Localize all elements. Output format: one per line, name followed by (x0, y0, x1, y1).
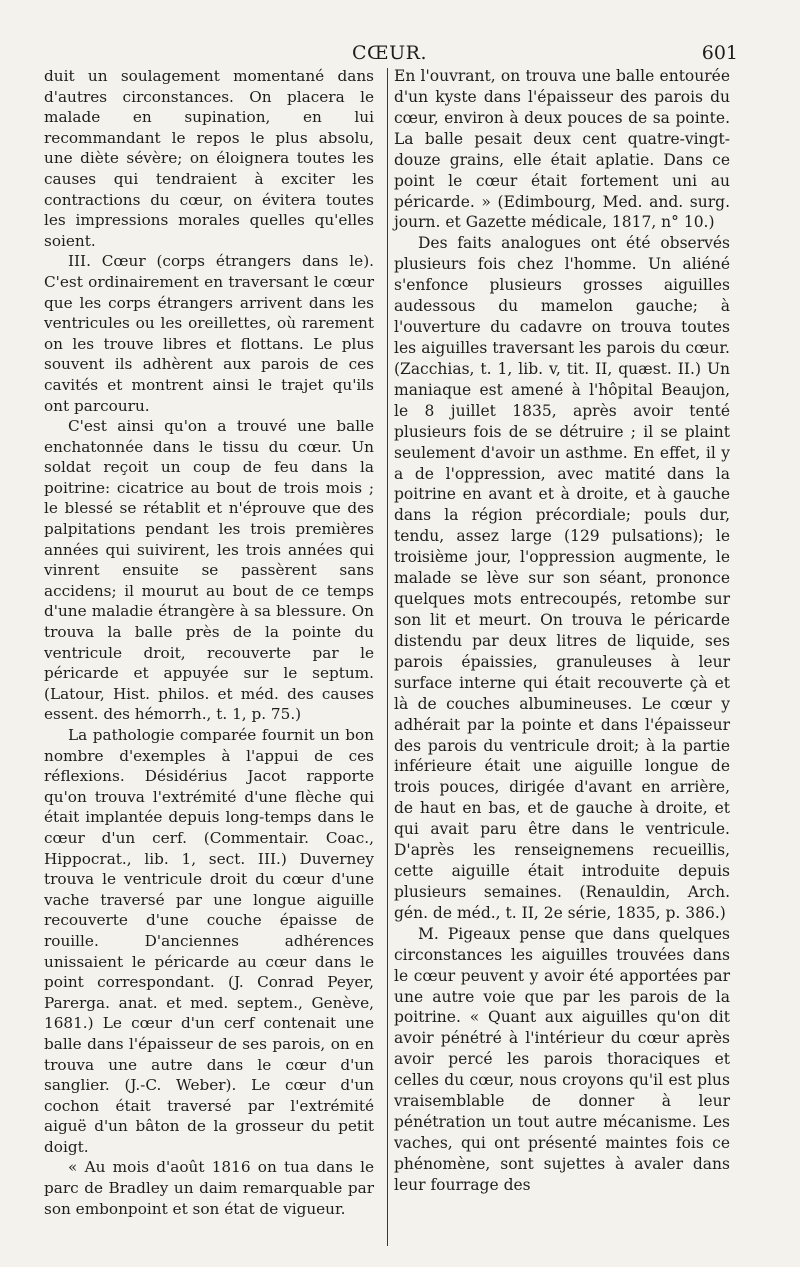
paragraph: M. Pigeaux pense que dans quelques circonstances les aiguilles trouvées dans le cœur peuvent y avoir été apportées par une autre voie que par les parois de la poitrine. « Quant aux aiguilles qu'on dit avoir pénétré à l'intérieur du cœur après avoir percé les parois thoraciques et celles du cœur, nous croyons qu'il est plus vraisemblable de donner à leur pénétration un tout autre mécanisme. Les vaches, qui ont présenté maintes fois ce phénomène, sont sujettes à avaler dans leur fourrage des (394, 924, 730, 1194)
running-title: CŒUR. (352, 42, 428, 64)
paragraph: « Au mois d'août 1816 on tua dans le parc de Bradley un daim remarquable par son embonpoint et son état de vigueur. (44, 1158, 374, 1218)
left-column (44, 66, 374, 1219)
paragraph: III. Cœur (corps étrangers dans le). C'est ordinairement en traversant le cœur que les corps étrangers arrivent dans les ventricules ou les oreillettes, où rarement on les trouve libres et flottans. Le plus souvent ils adhèrent aux parois de ces cavités et montrent ainsi le trajet qu'ils ont parcouru. (44, 252, 374, 415)
right-column (394, 66, 730, 1196)
paragraph: duit un soulagement momentané dans d'autres circonstances. On placera le malade en supination, en lui recommandant le repos le plus absolu, une diète sévère; on éloignera toutes les causes qui tendraient à exciter les contractions du cœur, on évitera toutes les impressions morales quelles qu'elles soient. (44, 67, 374, 250)
page-number: 601 (701, 42, 738, 64)
paragraph: C'est ainsi qu'on a trouvé une balle enchatonnée dans le tissu du cœur. Un soldat reçoit un coup de feu dans la poitrine: cicatrice au bout de trois mois ; le blessé se rétablit et n'éprouve que des palpitations pendant les trois premières années qui suivirent, les trois années qui vinrent ensuite se passèrent sans accidens; il mourut au bout de ce temps d'une maladie étrangère à sa blessure. On trouva la balle près de la pointe du ventricule droit, recouverte par le péricarde et appuyée sur le septum. (Latour, Hist. philos. et méd. des causes essent. des hémorrh., t. 1, p. 75.) (44, 417, 374, 724)
column-divider (387, 68, 388, 1246)
paragraph: Des faits analogues ont été observés plusieurs fois chez l'homme. Un aliéné s'enfonce plusieurs grosses aiguilles audessous du mamelon gauche; à l'ouverture du cadavre on trouva toutes les aiguilles traversant les parois du cœur. (Zacchias, t. 1, lib. v, tit. II, quæst. II.) Un maniaque est amené à l'hôpital Beaujon, le 8 juillet 1835, après avoir tenté plusieurs fois de se détruire ; il se plaint seulement d'avoir un asthme. En effet, il y a de l'oppression, avec matité dans la poitrine en avant et à droite, et à gauche dans la région précordiale; pouls dur, tendu, assez large (129 pulsations); le troisième jour, l'oppression augmente, le malade se lève sur son séant, prononce quelques mots entrecoupés, retombe sur son lit et meurt. On trouva le péricarde distendu par deux litres de liquide, ses parois épaissies, granuleuses à leur surface interne qui était recouverte çà et là de couches albumineuses. Le cœur y adhérait par la pointe et dans l'épaisseur des parois du ventricule droit; à la partie inférieure était une aiguille longue de trois pouces, dirigée d'avant en arrière, de haut en bas, et de gauche à droite, et qui avait paru être dans le ventricule. D'après les renseignemens recueillis, cette aiguille était introduite depuis plusieurs semaines. (Renauldin, Arch. gén. de méd., t. II, 2e série, 1835, p. 386.) (394, 234, 730, 922)
paragraph: La pathologie comparée fournit un bon nombre d'exemples à l'appui de ces réflexions. Désidérius Jacot rapporte qu'on trouva l'extrémité d'une flèche qui était implantée depuis long-temps dans le cœur d'un cerf. (Commentair. Coac., Hippocrat., lib. 1, sect. III.) Duverney trouva le ventricule droit du cœur d'une vache traversé par une longue aiguille recouverte d'une couche épaisse de rouille. D'anciennes adhérences unissaient le péricarde au cœur dans le point correspondant. (J. Conrad Peyer, Parerga. anat. et med. septem., Genève, 1681.) Le cœur d'un cerf contenait une balle dans l'épaisseur de ses parois, on en trouva une autre dans le cœur d'un sanglier. (J.-C. Weber). Le cœur d'un cochon était traversé par l'extrémité aiguë d'un bâton de la grosseur du petit doigt. (44, 726, 374, 1156)
paragraph: En l'ouvrant, on trouva une balle entourée d'un kyste dans l'épaisseur des parois du cœur, environ à deux pouces de sa pointe. La balle pesait deux cent quatre-vingt-douze grains, elle était aplatie. Dans ce point le cœur était fortement uni au péricarde. » (Edimbourg, Med. and. surg. journ. et Gazette médicale, 1817, n° 10.) (394, 67, 730, 232)
page-header (0, 40, 800, 66)
